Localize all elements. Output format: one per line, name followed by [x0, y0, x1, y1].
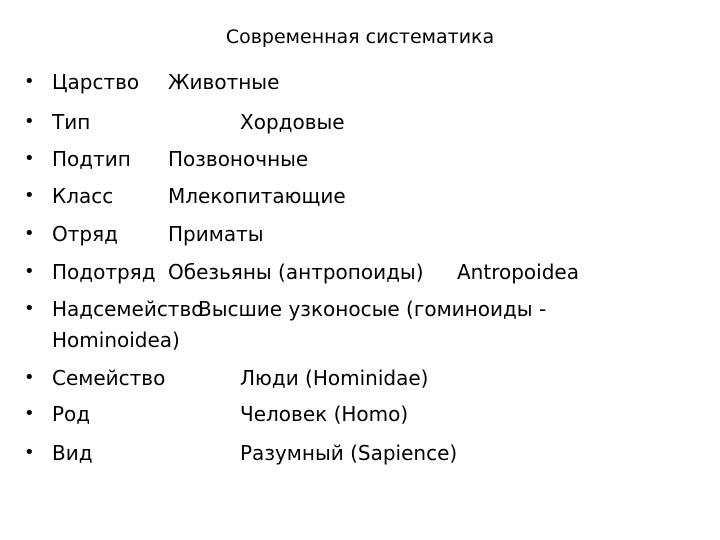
bullet: •	[24, 111, 35, 132]
rank-label: Тип	[52, 110, 91, 134]
rank-label: Подтип	[52, 147, 131, 171]
taxon-name: Приматы	[168, 222, 264, 246]
rank-label: Класс	[52, 184, 114, 208]
rank-label: Надсемейство	[52, 297, 204, 321]
bullet: •	[24, 403, 35, 424]
rank-label: Семейство	[52, 366, 166, 390]
taxon-name: Разумный (Sapience)	[240, 441, 458, 465]
bullet: •	[24, 367, 35, 388]
taxon-name: Обезьяны (антропоиды)	[168, 260, 424, 284]
rank-label: Отряд	[52, 222, 118, 246]
slide-title: Современная систематика	[225, 26, 495, 48]
rank-label: Царство	[52, 70, 140, 94]
taxon-name: Позвоночные	[168, 147, 309, 171]
bullet: •	[24, 148, 35, 169]
taxon-name: Высшие узконосые (гоминоиды -	[198, 297, 547, 321]
taxon-name: Люди (Hominidae)	[240, 366, 429, 390]
bullet: •	[24, 223, 35, 244]
rank-label: Подотряд	[52, 260, 156, 284]
taxon-name: Человек (Homo)	[240, 402, 409, 426]
taxon-name: Животные	[168, 70, 280, 94]
bullet: •	[24, 71, 35, 92]
bullet: •	[24, 185, 35, 206]
taxon-name: Хордовые	[240, 110, 345, 134]
taxon-name: Млекопитающие	[168, 184, 346, 208]
rank-label: Род	[52, 402, 91, 426]
taxon-latin-name: Antropoidea	[457, 260, 579, 284]
bullet: •	[24, 442, 35, 463]
taxon-name-continuation: Hominoidea)	[52, 328, 180, 352]
rank-label: Вид	[52, 441, 93, 465]
bullet: •	[24, 261, 35, 282]
bullet: •	[24, 298, 35, 319]
